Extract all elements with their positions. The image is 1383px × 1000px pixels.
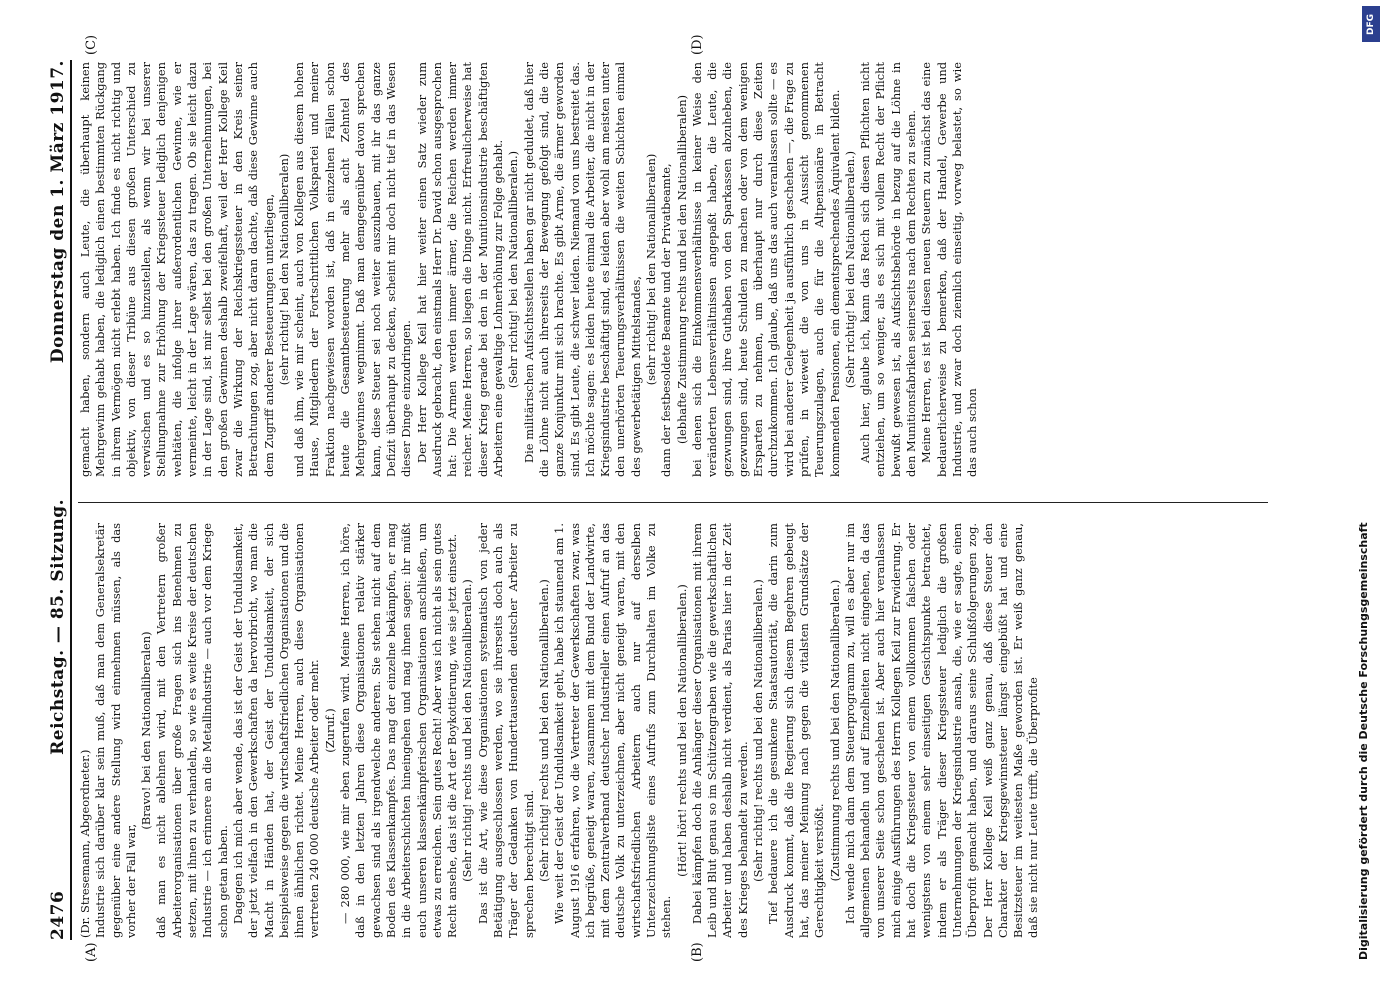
interjection: (Sehr richtig! rechts und bei den Nationalliberalen.) [536, 579, 551, 882]
header-chamber-session [48, 499, 68, 755]
paragraph: Der Herr Kollege Keil hat hier weiter einen Satz wieder zum Ausdruck gebracht, den einstmals Herr Dr. David schon ausgesprochen hat: Die Armen werden immer ärmer, die Reichen werden immer reicher. Meine Herren, so liegen die Dinge nicht. Erfreulicherweise hat dieser Krieg gerade bei den in der Munitionsindustrie beschäftigten Arbeitern eine gewaltige Lohnerhöhung zur Folge gehabt. [414, 62, 506, 477]
header-session: — 85. Sitzung. [48, 498, 68, 644]
interjection: (Hört! hört! rechts und bei den Nationalliberalen.) [674, 584, 689, 877]
interjection: (Sehr richtig! bei den Nationalliberalen.) [506, 150, 521, 389]
paragraph: Ich wende mich dann dem Steuerprogramm zu, will es aber nur im allgemeinen behandeln und auf Einzelheiten nicht eingehen, da das von unserer Seite schon geschehen ist. Aber auch hier veranlassen mich einige Ausführungen des Herrn Kollegen Keil zur Erwiderung. Er hat doch die Kriegssteuer von einem vollkommen falschen oder wenigstens von einem sehr einseitigen Gesichtspunkte betrachtet, indem er als Träger dieser Kriegssteuer lediglich die großen Unternehmungen der Kriegsindustrie ansah, die, wie er sagte, einen Überprofit gemacht haben, und daraus seine Schlußfolgerungen zog. Der Herr Kollege Keil weiß ganz genau, daß diese Steuer den Charakter der Kriegsgewinnsteuer längst eingebüßt hat und eine Besitzsteuer im weitesten Maße geworden ist. Er weiß ganz genau, daß sie nicht nur Leute trifft, die Überprofite [842, 523, 1041, 938]
interjection: (Sehr richtig! bei den Nationalliberalen.) [842, 150, 857, 389]
paragraph: Tief bedauere ich die gesunkene Staatsautorität, die darin zum Ausdruck kommt, daß die Regierung sich diesem Begehren gebeugt hat, das meiner Meinung nach gegen die vitalsten Grundsätze der Gerechtigkeit verstößt. [766, 523, 827, 938]
right-text-column [78, 62, 1278, 477]
paragraph: Wie weit der Geist der Unduldsamkeit geht, habe ich staunend am 1. August 1916 erfahren, wo die Vertreter der Gewerkschaften zwar, was ich begrüße, geneigt waren, zusammen mit dem Bund der Landwirte, mit dem Zentralverband deutscher Industrieller einen Aufruf an das deutsche Volk zu unterzeichnen, aber nicht geneigt waren, mit den wirtschaftsfriedlichen Arbeitern auch nur auf derselben Unterzeichnungsliste eines Aufrufs zum Durchhalten im Volke zu stehen. [552, 523, 674, 938]
interjection: (Zuruf.) [322, 708, 337, 753]
paragraph: Dabei kämpfen doch die Anhänger dieser Organisationen mit ihrem Leib und Blut genau so im Schützengraben wie die gewerkschaftlichen Arbeiter und haben deshalb nicht verdient, als Parias hier in der Zeit des Krieges behandelt zu werden. [689, 523, 750, 938]
header-date: Donnerstag den 1. März 1917. [48, 60, 68, 364]
speaker-label: (Dr. Stresemann, Abgeordneter.) [78, 749, 92, 938]
margin-letter-c: (C) [84, 34, 99, 55]
paragraph: Dagegen ich mich aber wende, das ist der Geist der Unduldsamkeit, der jetzt vielfach in den Gewerkschaften da hervorbricht, wo man die Macht in Händen hat, der Geist der Unduldsamkeit, der sich beispielsweise gegen die wirtschaftsfriedlichen Organisationen und die ihnen ähnlichen richtet. Meine Herren, auch diese Organisationen vertreten 240 000 deutsche Arbeiter oder mehr. [230, 523, 322, 938]
paragraph: Auch hier, glaube ich, kann das Reich sich diesen Pflichten nicht entziehen, um so weniger, als es sich mit vollem Recht der Pflicht bewußt gewesen ist, als Aufsichtsbehörde in bezug auf die Löhne in den Munitionsfabriken seinerseits nach dem Rechten zu sehen. [858, 62, 919, 477]
paragraph: Das ist die Art, wie diese Organisationen systematisch von jeder Betätigung ausgeschlossen werden, wo sie ihrerseits doch auch als Träger der Gedanken von Hunderttausenden deutscher Arbeiter zu sprechen berechtigt sind. [475, 523, 536, 938]
paragraph: Industrie sich darüber klar sein muß, daß man dem Generalsekretär gegenüber eine andere Stellung wird einnehmen müssen, als das vorher der Fall war, [93, 523, 138, 938]
interjection: (Bravo! bei den Nationalliberalen) [139, 631, 154, 830]
interjection: (sehr richtig! bei den Nationalliberalen) [276, 153, 291, 386]
paragraph: Meine Herren, es ist bei diesen neuen Steuern zu zunächst das eine bedauerlicherweise zu bemerken, daß der Handel, Gewerbe und Industrie, und zwar doch ziemlich einseitig, vorweg belastet, so wie das auch schon [919, 62, 980, 477]
interjection: (lebhafte Zustimmung rechts und bei den Nationalliberalen) [674, 94, 689, 445]
header-rule [70, 60, 72, 940]
interjection: (Zustimmung rechts und bei den Nationalliberalen.) [827, 579, 842, 882]
paragraph: bei denen sich die Einkommensverhältnisse in keiner Weise den veränderten Lebensverhältnissen angepaßt haben, die Leute, die gezwungen sind, ihre Guthaben von den Sparkassen abzuheben, die gezwungen sind, heute Schulden zu machen oder von dem wenigen Ersparten zu nehmen, um überhaupt nur durch diese Zeiten durchzukommen. Ich glaube, daß uns das auch veranlassen sollte — es wird bei anderer Gelegenheit ja ausführlich geschehen —, die Frage zu prüfen, in wieweit die von uns in Aussicht genommenen Teuerungszulagen, auch die für die Altpensionäre in Betracht kommenden Pensionen, ein dementsprechendes Äquivalent bilden. [689, 62, 842, 477]
paragraph: daß man es nicht ablehnen wird, mit den Vertretern großer Arbeiterorganisationen über große Fragen sich ins Benehmen zu setzen, mit ihnen zu verhandeln, so wie es weite Kreise der deutschen Industrie — ich erinnere an die Metallindustrie — auch vor dem Kriege schon getan haben. [154, 523, 230, 938]
interjection: (Sehr richtig! rechts und bei den Nationalliberalen.) [460, 579, 475, 882]
interjection: (Sehr richtig! rechts und bei den Nationalliberalen.) [751, 579, 766, 882]
digitization-note: Digitalisierung gefördert durch die Deutsche Forschungsgemeinschaft [1357, 522, 1370, 960]
margin-letter-d: (D) [690, 34, 705, 55]
paragraph: gemacht haben, sondern auch Leute, die überhaupt keinen Mehrgewinn gehabt haben, die lediglich einen bestimmten Rückgang in ihrem Vermögen nicht erlebt haben. Ich finde es nicht richtig und objektiv, von dieser Tribüne aus diesen großen Unterschied zu verwischen und es so hinzustellen, als wenn wir bei unserer Stellungnahme zur Erhöhung der Kriegssteuer lediglich denjenigen wehtäten, die infolge ihrer außerordentlichen Gewinne, wie er vermeinte, leicht in der Lage wären, das zu tragen. Ob sie leicht dazu in der Lage sind, ist mir selbst bei den großen Unternehmungen, bei den großen Gewinnen deshalb zweifelhaft, weil der Herr Kollege Keil zwar die Wirkung der Reichskriegssteuer in den Kreis seiner Betrachtungen zog, aber nicht daran dachte, daß diese Gewinne auch dem Zugriff anderer Besteuerungen unterliegen, [78, 62, 276, 477]
margin-letter-b: (B) [690, 942, 705, 962]
page-number: 2476 [48, 890, 68, 940]
paragraph: dann der festbesoldete Beamte und der Privatbeamte, [659, 163, 674, 477]
dfg-logo: DFG [1362, 6, 1380, 42]
left-text-column [78, 523, 1278, 938]
paragraph: — 280 000, wie mir eben zugerufen wird. Meine Herren, ich höre, daß in den letzten Jahren diese Organisationen relativ stärker gewachsen sind als irgendwelche anderen. Sie stehen nicht auf dem Boden des Klassenkampfes. Das mag der einzelne bekämpfen, er mag in die Arbeiterschichten hineingehen und mag ihnen sagen: ihr müßt euch unseren klassenkämpferischen Organisationen anschließen, um etwas zu erreichen. Sein gutes Recht! Aber was ich nicht als sein gutes Recht ansehe, das ist die Art der Boykottierung, wie sie jetzt einsetzt. [338, 523, 460, 938]
paragraph: und daß ihm, wie mir scheint, auch von Kollegen aus diesem hohen Hause, Mitgliedern der Fortschrittlichen Volkspartei und meiner Fraktion nachgewiesen worden ist, daß in einzelnen Fällen schon heute die Gesamtbesteuerung mehr als acht Zehntel des Mehrgewinnes wegnimmt. Daß man demgegenüber davon sprechen kann, diese Steuer sei noch weiter auszubauen, mit ihr das ganze Defizit überhaupt zu decken, scheint mir doch nicht tief in das Wesen dieser Dinge einzudringen. [292, 62, 414, 477]
paragraph: Die militärischen Aufsichtsstellen haben gar nicht geduldet, daß hier die Löhne nicht auch ihrerseits der Bewegung gefolgt sind, die die ganze Konjunktur mit sich brachte. Es gibt Arme, die ärmer geworden sind. Es gibt Leute, die schwer leiden. Niemand von uns bestreitet das. Ich möchte sagen: es leiden heute einmal die Arbeiter, die nicht in der Kriegsindustrie beschäftigt sind, es leiden aber wohl am meisten unter den unerhörten Teuerungsverhältnissen die weiten Schichten einmal des gewerbetätigen Mittelstandes, [521, 62, 643, 477]
column-divider [78, 502, 1268, 503]
header-chamber: Reichstag. [48, 649, 68, 755]
margin-letter-a: (A) [84, 942, 99, 962]
interjection: (sehr richtig! bei den Nationalliberalen) [643, 153, 658, 386]
page-header [38, 60, 68, 940]
